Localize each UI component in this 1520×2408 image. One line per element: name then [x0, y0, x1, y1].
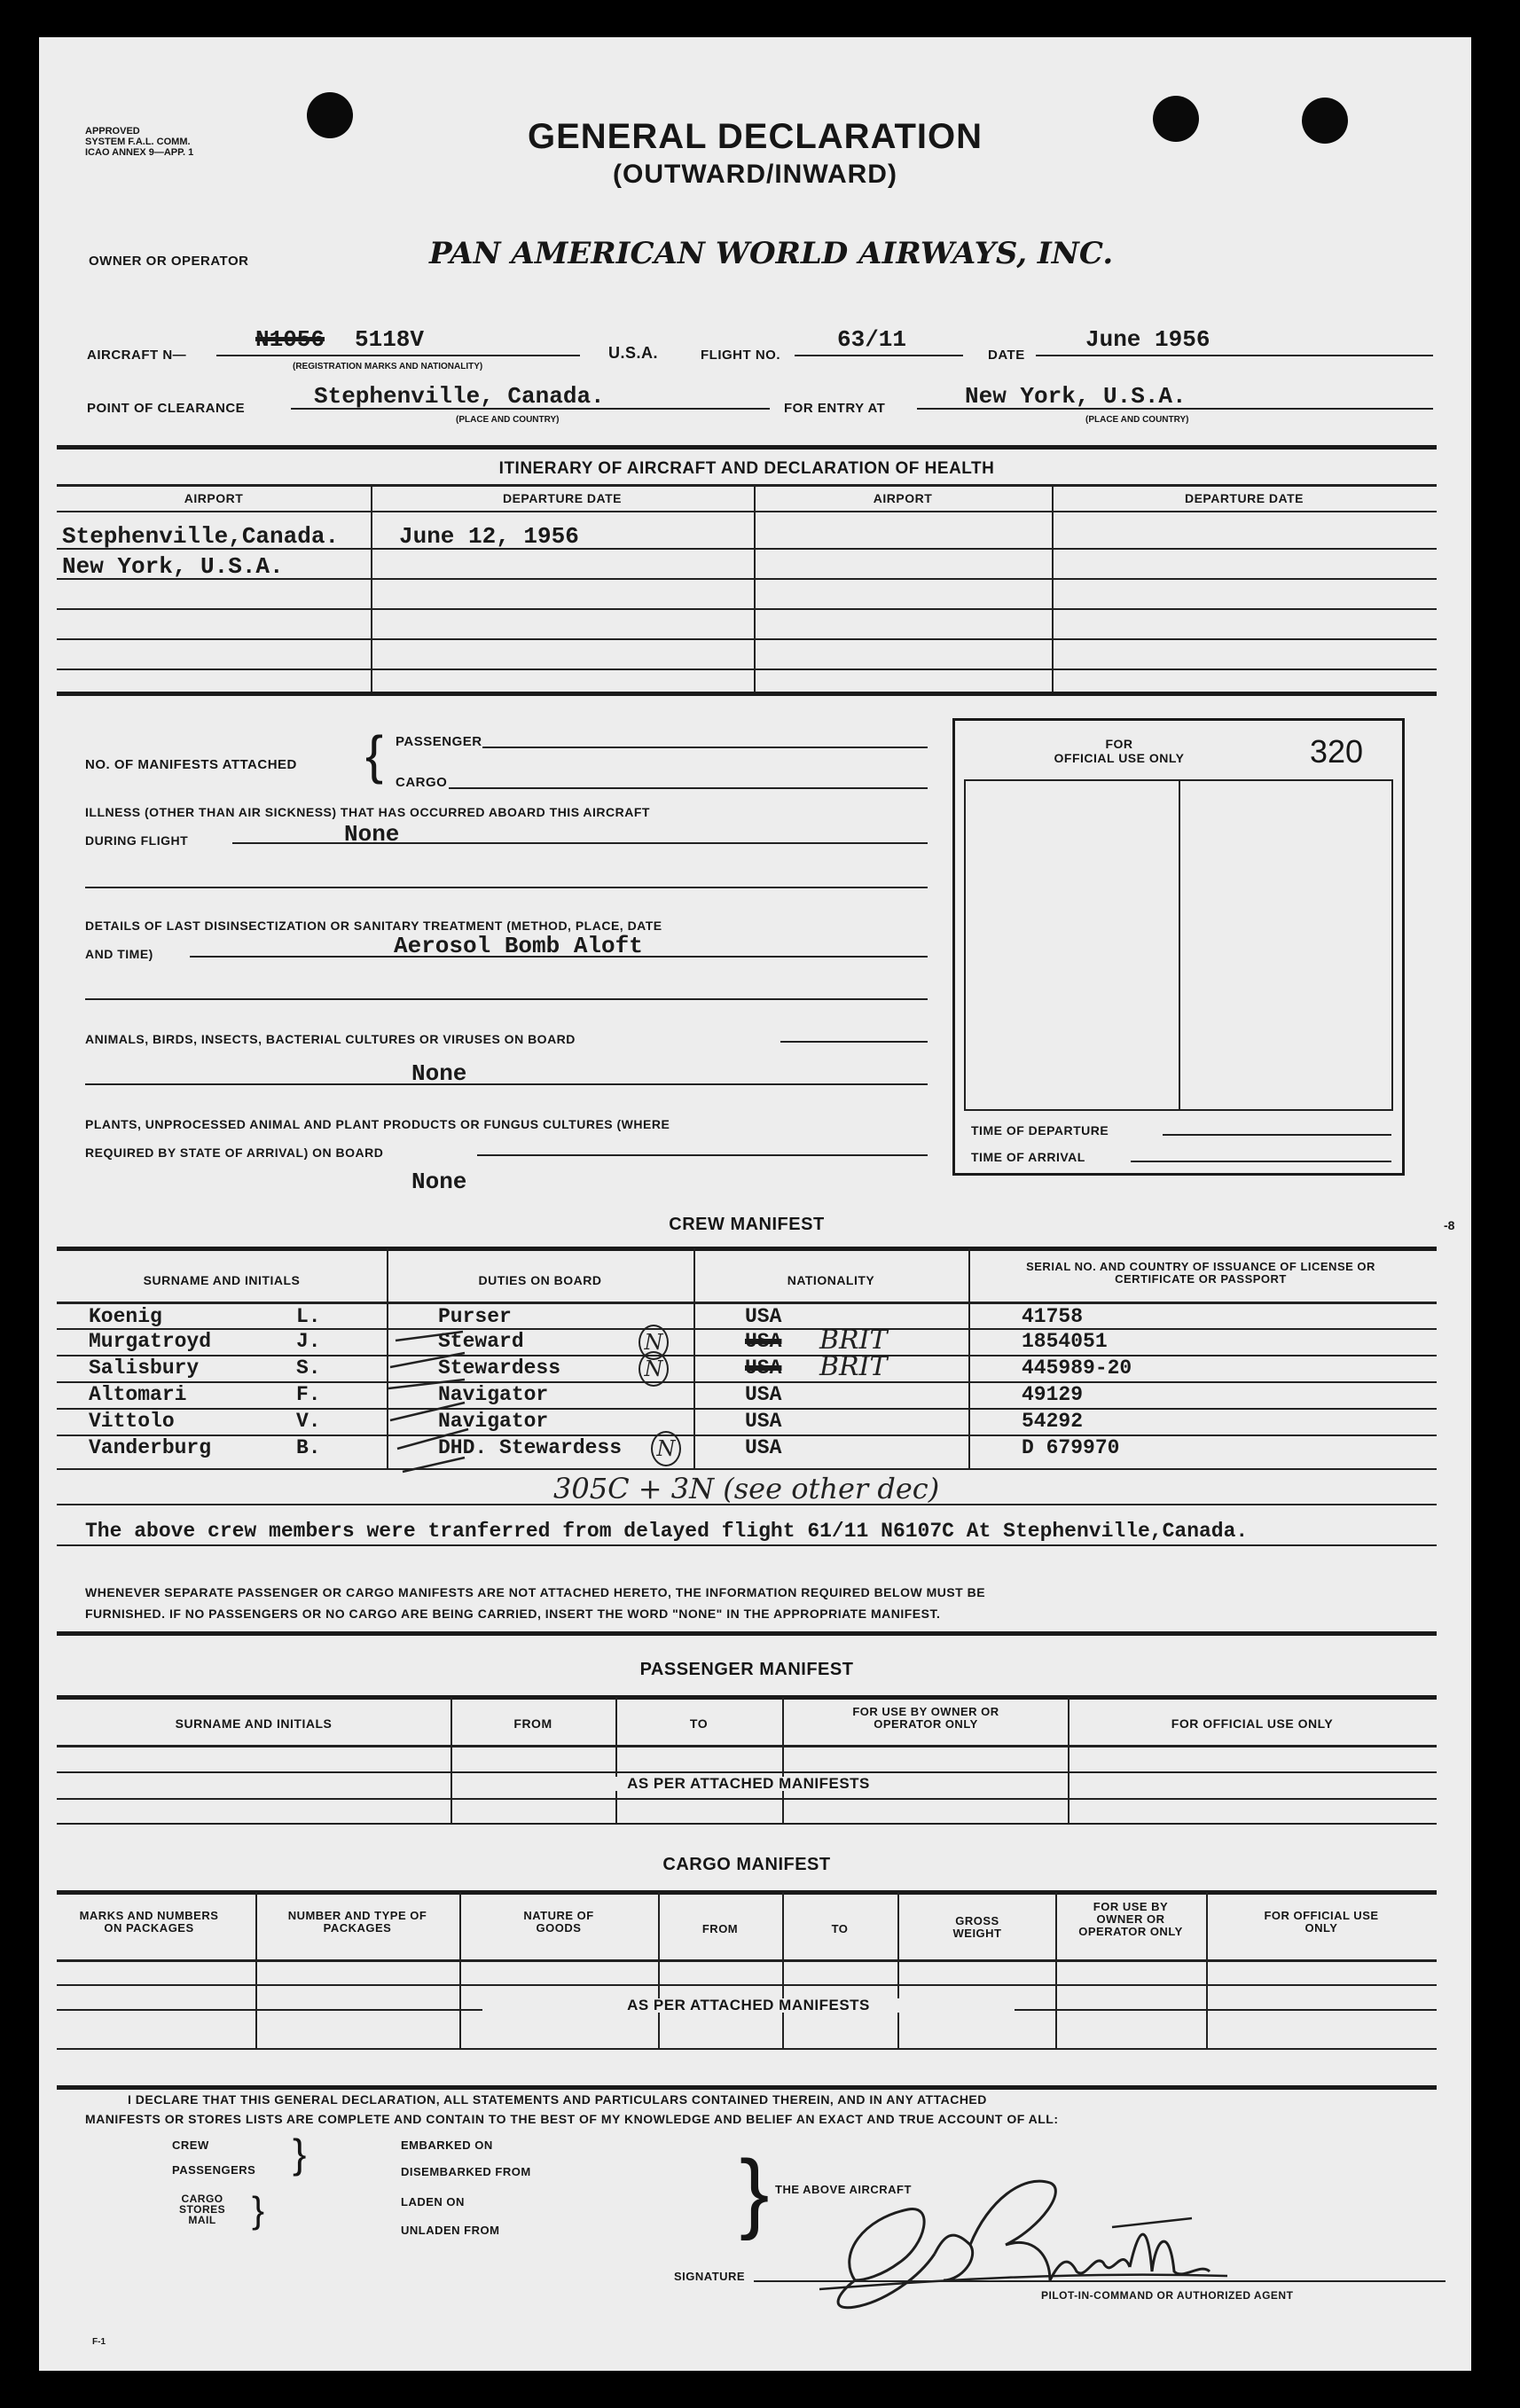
crew-serial: 1854051: [1022, 1330, 1108, 1353]
illness-label: ILLNESS (OTHER THAN AIR SICKNESS) THAT HAS OCCURRED ABOARD THIS AIRCRAFT: [85, 805, 650, 819]
cargo-header-marks: MARKS AND NUMBERS ON PACKAGES: [79, 1909, 219, 1935]
crew-duty: Navigator: [438, 1383, 549, 1406]
flight-label: FLIGHT NO.: [701, 348, 780, 363]
pax-header-owner: FOR USE BY OWNER OR OPERATOR ONLY: [852, 1705, 999, 1731]
above-aircraft-label: THE ABOVE AIRCRAFT: [775, 2183, 912, 2196]
crew-nationality-handwritten: BRIT: [819, 1351, 888, 1382]
form-sheet: [39, 37, 1471, 2371]
crew-n-mark: N: [651, 1431, 681, 1466]
crew-initial: L.: [296, 1305, 321, 1328]
owner-label: OWNER OR OPERATOR: [89, 254, 249, 269]
brace-icon: }: [293, 2130, 307, 2177]
plants-label-2: REQUIRED BY STATE OF ARRIVAL) ON BOARD: [85, 1145, 384, 1160]
crew-transfer-note: The above crew members were tranferred from delayed flight 61/11 N6107C At Stephenville,Canada.: [85, 1520, 1249, 1543]
itin-row-date: June 12, 1956: [399, 523, 579, 550]
entry-label: FOR ENTRY AT: [784, 401, 886, 416]
itin-header-airport-1: AIRPORT: [184, 491, 244, 505]
itin-row-airport: New York, U.S.A.: [62, 553, 284, 580]
crew-serial: 41758: [1022, 1305, 1084, 1328]
passengers-label: PASSENGERS: [172, 2163, 256, 2177]
crew-initial: F.: [296, 1383, 321, 1406]
laden-label: LADEN ON: [401, 2195, 465, 2209]
crew-duty: Purser: [438, 1305, 512, 1328]
crew-nationality-handwritten: BRIT: [819, 1325, 888, 1356]
crew-label: CREW: [172, 2138, 209, 2152]
form-code: F-1: [92, 2337, 106, 2347]
form-title: GENERAL DECLARATION: [527, 117, 983, 156]
pilot-caption: PILOT-IN-COMMAND OR AUTHORIZED AGENT: [1041, 2289, 1294, 2302]
date-label: DATE: [988, 348, 1025, 363]
itinerary-title: ITINERARY OF AIRCRAFT AND DECLARATION OF HEALTH: [498, 459, 995, 478]
unladen-label: UNLADEN FROM: [401, 2224, 500, 2237]
crew-serial: 54292: [1022, 1410, 1084, 1433]
crew-duty: Navigator: [438, 1410, 549, 1433]
crew-n-mark: N: [639, 1325, 669, 1360]
declaration-text-1: I DECLARE THAT THIS GENERAL DECLARATION, ALL STATEMENTS AND PARTICULARS CONTAINED THEREIN, AND IN ANY ATTACHED: [128, 2092, 987, 2107]
crew-duty: Steward: [438, 1330, 524, 1353]
entry-value: New York, U.S.A.: [965, 383, 1187, 410]
crew-surname: Vanderburg: [89, 1436, 212, 1459]
cargo-attached-note: AS PER ATTACHED MANIFESTS: [482, 1998, 1015, 2013]
itin-header-airport-2: AIRPORT: [873, 491, 933, 505]
brace-icon: {: [365, 725, 384, 785]
crew-header-duties: DUTIES ON BOARD: [478, 1273, 602, 1287]
crew-surname: Altomari: [89, 1383, 187, 1406]
manifests-label: NO. OF MANIFESTS ATTACHED: [85, 757, 297, 772]
illness-value: None: [344, 821, 400, 848]
crew-nationality-struck: USA: [745, 1330, 782, 1353]
crew-nationality-struck: USA: [745, 1356, 782, 1380]
crew-nationality: USA: [745, 1410, 782, 1433]
pax-header-to: TO: [689, 1716, 709, 1731]
cargo-header-from: FROM: [701, 1922, 739, 1935]
manifest-notice-2: FURNISHED. IF NO PASSENGERS OR NO CARGO ARE BEING CARRIED, INSERT THE WORD "NONE" IN THE APPROPRIATE MANIFEST.: [85, 1607, 941, 1621]
cargo-header-official: FOR OFFICIAL USE ONLY: [1264, 1909, 1379, 1935]
brace-icon: }: [740, 2142, 770, 2241]
crew-duty: DHD. Stewardess: [438, 1436, 623, 1459]
crew-nationality: USA: [745, 1436, 782, 1459]
plants-value: None: [411, 1169, 467, 1195]
itin-header-date-2: DEPARTURE DATE: [1184, 491, 1305, 505]
time-of-departure-label: TIME OF DEPARTURE: [971, 1123, 1109, 1138]
embarked-label: EMBARKED ON: [401, 2138, 493, 2152]
crew-serial: 445989-20: [1022, 1356, 1132, 1380]
crew-manifest-title: CREW MANIFEST: [669, 1215, 825, 1234]
disinsect-value: Aerosol Bomb Aloft: [394, 933, 643, 959]
manifest-notice-1: WHENEVER SEPARATE PASSENGER OR CARGO MANIFESTS ARE NOT ATTACHED HERETO, THE INFORMATION REQUIRED BELOW MUST BE: [85, 1585, 986, 1599]
registration-struck: N1056: [255, 326, 325, 353]
animals-label: ANIMALS, BIRDS, INSECTS, BACTERIAL CULTURES OR VIRUSES ON BOARD: [85, 1032, 576, 1046]
registration-value: 5118V: [355, 326, 425, 353]
clearance-label: POINT OF CLEARANCE: [87, 401, 246, 416]
form-subtitle: (OUTWARD/INWARD): [613, 160, 897, 189]
usa-label: U.S.A.: [608, 344, 659, 362]
cargo-manifest-title: CARGO MANIFEST: [662, 1855, 831, 1874]
crew-side-mark: -8: [1444, 1218, 1455, 1232]
time-of-arrival-label: TIME OF ARRIVAL: [971, 1150, 1085, 1164]
crew-initial: B.: [296, 1436, 321, 1459]
crew-surname: Vittolo: [89, 1410, 175, 1433]
passenger-manifest-title: PASSENGER MANIFEST: [639, 1660, 854, 1679]
crew-initial: V.: [296, 1410, 321, 1433]
crew-nationality: USA: [745, 1305, 782, 1328]
brace-icon: }: [252, 2189, 265, 2231]
crew-header-serial: SERIAL NO. AND COUNTRY OF ISSUANCE OF LICENSE OR CERTIFICATE OR PASSPORT: [1026, 1260, 1375, 1286]
official-use-label: FOR OFFICIAL USE ONLY: [1054, 737, 1185, 765]
clearance-caption: (PLACE AND COUNTRY): [456, 415, 560, 425]
aircraft-label: AIRCRAFT N—: [87, 348, 187, 363]
pax-header-from: FROM: [513, 1716, 552, 1731]
flight-number: 63/11: [837, 326, 907, 353]
cargo-header-to: TO: [831, 1922, 849, 1935]
illness-label-2: DURING FLIGHT: [85, 833, 189, 848]
crew-n-mark: N: [639, 1351, 669, 1387]
cargo-header-owner: FOR USE BY OWNER OR OPERATOR ONLY: [1078, 1900, 1183, 1938]
crew-duty: Stewardess: [438, 1356, 561, 1380]
cargo-label: CARGO STORES MAIL: [179, 2193, 226, 2226]
crew-nationality: USA: [745, 1383, 782, 1406]
pax-header-official: FOR OFFICIAL USE ONLY: [1171, 1716, 1334, 1731]
crew-surname: Koenig: [89, 1305, 162, 1328]
plants-label: PLANTS, UNPROCESSED ANIMAL AND PLANT PRODUCTS OR FUNGUS CULTURES (WHERE: [85, 1117, 670, 1131]
entry-caption: (PLACE AND COUNTRY): [1085, 415, 1189, 425]
crew-surname: Salisbury: [89, 1356, 200, 1380]
signature-label: SIGNATURE: [674, 2270, 746, 2283]
cargo-label: CARGO: [396, 775, 448, 790]
disinsect-label: DETAILS OF LAST DISINSECTIZATION OR SANITARY TREATMENT (METHOD, PLACE, DATE: [85, 919, 662, 933]
official-use-box: [952, 718, 1405, 1176]
cargo-header-weight: GROSS WEIGHT: [952, 1914, 1002, 1940]
pax-attached-note: AS PER ATTACHED MANIFESTS: [482, 1777, 1015, 1791]
crew-serial: D 679970: [1022, 1436, 1120, 1459]
itin-row-airport: Stephenville,Canada.: [62, 523, 340, 550]
declaration-text-2: MANIFESTS OR STORES LISTS ARE COMPLETE AND CONTAIN TO THE BEST OF MY KNOWLEDGE AND BELIEF AN EXACT AND TRUE ACCOUNT OF ALL:: [85, 2112, 1059, 2126]
crew-initial: S.: [296, 1356, 321, 1380]
passenger-label: PASSENGER: [396, 734, 482, 749]
itin-header-date-1: DEPARTURE DATE: [502, 491, 623, 505]
animals-value: None: [411, 1060, 467, 1087]
crew-handwritten-note: 305C + 3N (see other dec): [553, 1472, 940, 1505]
crew-initial: J.: [296, 1330, 321, 1353]
disembarked-label: DISEMBARKED FROM: [401, 2165, 531, 2178]
pax-header-surname: SURNAME AND INITIALS: [175, 1716, 333, 1731]
owner-name: PAN AMERICAN WORLD AIRWAYS, INC.: [429, 236, 1114, 271]
crew-serial: 49129: [1022, 1383, 1084, 1406]
check-marks: [358, 1307, 500, 1493]
disinsect-label-2: AND TIME): [85, 947, 153, 961]
official-use-number: 320: [1310, 733, 1364, 770]
clearance-value: Stephenville, Canada.: [314, 383, 605, 410]
registration-caption: (REGISTRATION MARKS AND NATIONALITY): [293, 362, 483, 371]
cargo-header-number: NUMBER AND TYPE OF PACKAGES: [287, 1909, 427, 1935]
crew-header-surname: SURNAME AND INITIALS: [143, 1273, 301, 1287]
approval-note: APPROVED SYSTEM F.A.L. COMM. ICAO ANNEX 9—APP. 1: [85, 126, 194, 158]
cargo-header-nature: NATURE OF GOODS: [523, 1909, 594, 1935]
crew-surname: Murgatroyd: [89, 1330, 212, 1353]
crew-header-nationality: NATIONALITY: [787, 1273, 875, 1287]
date-value: June 1956: [1085, 326, 1211, 353]
